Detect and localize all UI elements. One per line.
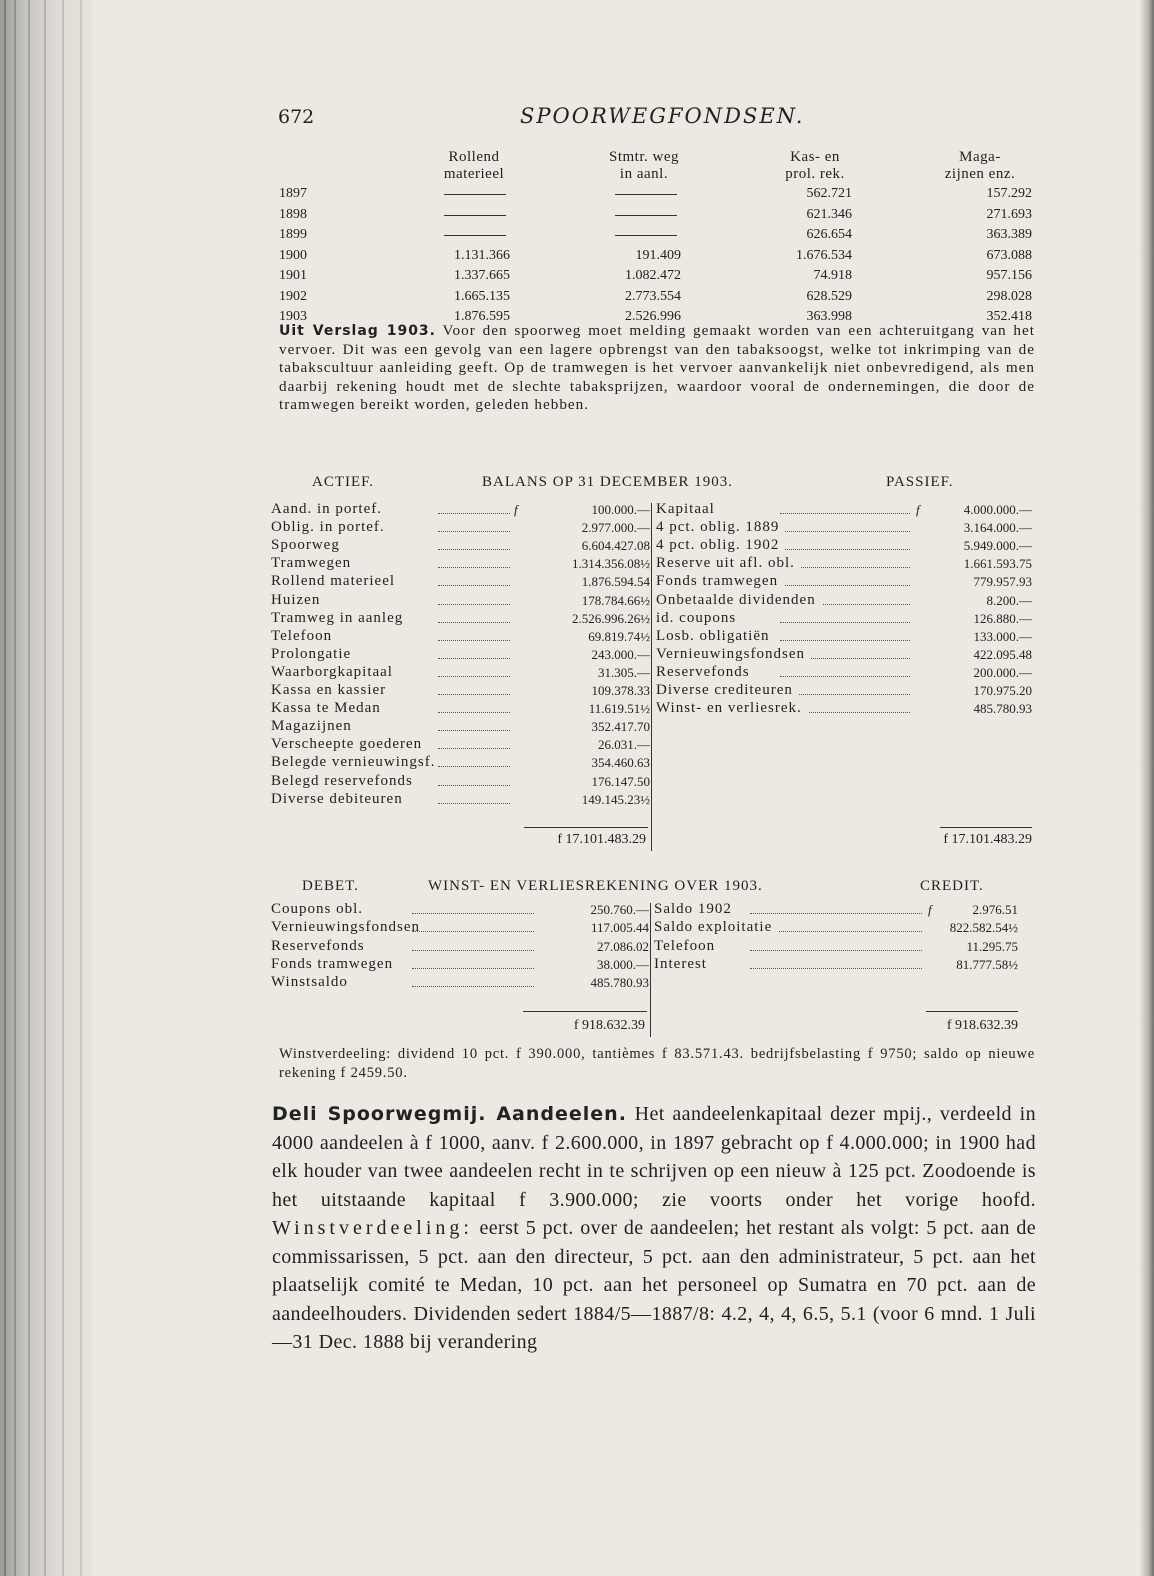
column-divider [651, 503, 652, 851]
account-amount: 149.145.23½ [536, 791, 650, 808]
balans-title: BALANS OP 31 DECEMBER 1903. [482, 474, 734, 490]
total-rule-left [523, 1011, 647, 1012]
account-amount: 11.295.75 [966, 938, 1018, 954]
column-header: zijnen enz. [944, 166, 1016, 182]
running-title: SPOORWEGFONDSEN. [520, 104, 805, 128]
column-header: Stmtr. weg [608, 149, 679, 165]
account-label: Saldo 1902 [654, 901, 738, 918]
leader-dots [438, 530, 510, 532]
winst-debet-heading: DEBET. [302, 878, 359, 894]
account-label: Rollend materieel [271, 573, 396, 590]
verslag-lead: Uit Verslag 1903. [279, 323, 436, 339]
value-cell: 157.292 [986, 186, 1032, 201]
leader-dots [438, 729, 510, 731]
account-amount: 170.975.20 [973, 683, 1032, 698]
account-label: Interest [654, 956, 713, 973]
deli-paragraph [272, 1100, 1036, 1357]
leader-dots [438, 675, 510, 677]
account-amount: 126.880.— [973, 610, 1032, 626]
account-label: Vernieuwingsfondsen [271, 919, 420, 936]
account-amount: 2.526.996.26½ [536, 610, 650, 627]
account-label: Belegde vernieuwingsf. [271, 754, 436, 771]
value-cell: 363.389 [986, 227, 1032, 242]
account-amount: 1.661.593.75 [963, 556, 1032, 572]
total-right: f 918.632.39 [946, 1017, 1018, 1033]
leader-dots [780, 584, 910, 586]
leader-dots [438, 621, 510, 623]
value-cell: 1.082.472 [625, 268, 681, 283]
value-cell: 1.665.135 [454, 288, 510, 304]
account-label: Losb. obligatiën [656, 628, 776, 645]
account-label: Reserve uit afl. obl. [656, 555, 801, 572]
column-header: prol. rek. [785, 166, 845, 182]
account-amount: 1.876.594.54 [536, 573, 650, 590]
account-amount: 27.086.02 [535, 938, 649, 955]
value-cell: 2.773.554 [625, 288, 681, 304]
currency-mark: f [514, 502, 518, 517]
value-cell: 271.693 [986, 206, 1032, 222]
account-label: Fonds tramwegen [656, 573, 784, 590]
value-cell: 2.526.996 [625, 309, 681, 324]
balans-passief-heading: PASSIEF. [886, 474, 954, 490]
column-header: Kas- en [790, 149, 840, 165]
account-amount: 100.000.— [536, 501, 650, 518]
deli-lead: Deli Spoorwegmij. Aandeelen. [272, 1103, 627, 1125]
account-label: Prolongatie [271, 645, 352, 662]
account-label: Coupons obl. [271, 901, 364, 917]
value-cell: 621.346 [806, 206, 852, 222]
account-amount: 354.460.63 [536, 754, 650, 771]
deli-text-1: Het aandeelenkapitaal dezer mpij., verdeeld in 4000 aandeelen à f 1000, aanv. f 2.600.000, in 1897 gebracht op f 4.000.000; in 1900 had elk houder van twee aandeelen recht in te schrijven op een nieuw à 125 pct. Zoodoende is het uitstaande kapitaal f 3.900.000; zie voorts onder het vorige hoofd. [272, 1103, 1036, 1211]
winst-title: WINST- EN VERLIESREKENING OVER 1903. [428, 878, 763, 894]
account-label: Fonds tramwegen [271, 955, 394, 972]
account-label: Telefoon [654, 938, 721, 955]
dash-mark [444, 194, 506, 195]
page-number: 672 [278, 106, 315, 128]
account-amount: 422.095.48 [973, 646, 1032, 662]
leader-dots [438, 747, 510, 749]
account-amount: 779.957.93 [973, 574, 1032, 590]
total-left: f 918.632.39 [573, 1017, 645, 1033]
account-label: Saldo exploitatie [654, 919, 778, 936]
value-cell: 957.156 [986, 268, 1032, 283]
column-header: Rollend [448, 149, 500, 165]
dash-mark [444, 215, 506, 216]
leader-dots [780, 621, 910, 623]
dash-mark [615, 215, 677, 216]
account-label: Telefoon [271, 627, 333, 644]
value-cell: 363.998 [806, 309, 852, 324]
year-cell: 1903 [279, 309, 307, 324]
leader-dots [438, 603, 510, 605]
leader-dots [438, 548, 510, 550]
leader-dots [438, 802, 510, 804]
leader-dots [412, 949, 542, 951]
account-label: Kapitaal [656, 501, 721, 518]
year-cell: 1897 [279, 186, 307, 201]
year-cell: 1901 [279, 268, 307, 283]
value-cell: 1.337.665 [454, 268, 510, 283]
leader-dots [438, 639, 510, 641]
account-amount: 31.305.— [536, 664, 650, 681]
account-amount: 6.604.427.08 [536, 537, 650, 554]
account-label: Kassa te Medan [271, 700, 381, 717]
year-cell: 1898 [279, 206, 307, 222]
account-label: Aand. in portef. [271, 501, 382, 517]
account-label: Vernieuwingsfondsen [656, 646, 811, 663]
value-cell: 562.721 [806, 186, 852, 201]
value-cell: 74.918 [813, 268, 852, 283]
account-amount: 109.378.33 [536, 682, 650, 699]
currency-mark: f [916, 502, 920, 517]
account-amount: 4.000.000.— [963, 502, 1032, 517]
value-cell: 191.409 [635, 247, 681, 263]
value-cell: 1.876.595 [454, 309, 510, 324]
value-cell: 298.028 [986, 288, 1032, 304]
account-label: Reservefonds [271, 937, 365, 954]
dash-mark [615, 235, 677, 236]
account-amount: 178.784.66½ [536, 592, 650, 609]
account-label: Winstsaldo [271, 974, 348, 991]
value-cell: 352.418 [986, 309, 1032, 324]
dash-mark [444, 235, 506, 236]
leader-dots [780, 512, 910, 514]
winstverdeeling-text: Winstverdeeling: dividend 10 pct. f 390.000, tantièmes f 83.571.43. bedrijfsbelasting f 9750; saldo op nieuwe rekening f 2459.50. [279, 1046, 1035, 1081]
account-amount: 69.819.74½ [536, 628, 650, 645]
leader-dots [438, 512, 510, 514]
total-right: f 17.101.483.29 [943, 831, 1032, 847]
dash-mark [615, 194, 677, 195]
deli-text-2: eerst 5 pct. over de aandeelen; het restant als volgt: 5 pct. aan de commissarissen, 5 pct. aan den directeur, 5 pct. aan den administrateur, 5 pct. aan het plaatselijk comité te Medan, 10 pct. aan het personeel op Sumatra en 70 pct. aan de aandeelhouders. Dividenden sedert 1884/5—1887/8: 4.2, 4, 4, 6.5, 5.1 (voor 6 mnd. 1 Juli—31 Dec. 1888 bij verandering [272, 1217, 1037, 1353]
year-cell: 1900 [279, 247, 307, 263]
leader-dots [780, 639, 910, 641]
account-amount: 3.164.000.— [963, 520, 1032, 536]
leader-dots [438, 711, 510, 713]
year-cell: 1902 [279, 288, 307, 304]
leader-dots [438, 584, 510, 586]
account-amount: 8.200.— [986, 592, 1032, 608]
column-header: Maga- [959, 149, 1001, 165]
account-amount: 38.000.— [535, 956, 649, 973]
value-cell: 628.529 [806, 288, 852, 304]
account-label: Verscheepte goederen [271, 736, 423, 753]
account-label: Reservefonds [656, 664, 756, 681]
total-rule-left [524, 827, 648, 828]
account-label: Diverse debiteuren [271, 790, 403, 807]
account-amount: 5.949.000.— [963, 538, 1032, 554]
total-left: f 17.101.483.29 [557, 831, 646, 847]
leader-dots [412, 985, 542, 987]
account-amount: 176.147.50 [536, 773, 650, 790]
total-rule-right [926, 1011, 1018, 1012]
winst-credit-heading: CREDIT. [920, 878, 984, 894]
account-label: Winst- en verliesrek. [656, 700, 808, 717]
verslag-paragraph [279, 322, 1035, 415]
value-cell: 1.676.534 [796, 247, 852, 263]
leader-dots [780, 675, 910, 677]
leader-dots [412, 912, 542, 914]
account-label: Spoorweg [271, 537, 340, 554]
account-label: Tramweg in aanleg [271, 609, 404, 626]
account-amount: 352.417.70 [536, 718, 650, 735]
leader-dots [438, 566, 510, 568]
account-amount: 485.780.93 [973, 701, 1032, 717]
account-amount: 1.314.356.08½ [536, 555, 650, 572]
account-amount: 133.000.— [973, 628, 1032, 644]
leader-dots [750, 912, 922, 914]
leader-dots [438, 693, 510, 695]
deli-spaced-term: Winstverdeeling: [272, 1217, 473, 1239]
leader-dots [438, 765, 510, 767]
account-label: Diverse crediteuren [656, 682, 799, 699]
column-header: materieel [443, 166, 505, 182]
account-amount: 822.582.54½ [949, 920, 1018, 936]
leader-dots [412, 930, 542, 932]
account-amount: 2.976.51 [972, 902, 1018, 917]
total-rule-right [940, 827, 1032, 828]
leader-dots [750, 949, 922, 951]
balans-actief-heading: ACTIEF. [312, 474, 375, 490]
year-cell: 1899 [279, 227, 307, 242]
verslag-text: Voor den spoorweg moet melding gemaakt worden van een achteruitgang van het vervoer. Dit was een gevolg van een lagere opbrengst van den tabaksoogst, welke tot inkrimping van de tabakscultuur aanleiding geeft. Op de tramwegen is het vervoer aanvankelijk niet onbevredigend, als men daarbij rekening houdt met de slechte tabaksprijzen, waardoor vooral de ondernemingen, die door de tramwegen bereikt worden, geleden hebben. [279, 322, 1035, 414]
account-amount: 11.619.51½ [536, 700, 650, 717]
leader-dots [750, 967, 922, 969]
column-divider [650, 903, 651, 1037]
account-amount: 26.031.— [536, 736, 650, 753]
account-label: Oblig. in portef. [271, 519, 385, 536]
account-amount: 81.777.58½ [956, 956, 1018, 972]
currency-mark: f [928, 902, 932, 917]
leader-dots [780, 693, 910, 695]
account-label: Kassa en kassier [271, 682, 387, 698]
account-amount: 117.005.44 [535, 919, 649, 936]
account-label: id. coupons [656, 610, 742, 627]
account-label: Belegd reservefonds [271, 772, 413, 789]
account-label: Tramwegen [271, 555, 352, 572]
page-right-edge [1140, 0, 1154, 1576]
leader-dots [780, 548, 910, 550]
account-label: Huizen [271, 591, 321, 608]
value-cell: 626.654 [806, 227, 852, 242]
account-amount: 485.780.93 [535, 974, 649, 991]
account-amount: 243.000.— [536, 646, 650, 663]
value-cell: 1.131.366 [454, 247, 510, 263]
leader-dots [438, 657, 510, 659]
account-label: 4 pct. oblig. 1889 [656, 519, 785, 536]
value-cell: 673.088 [986, 247, 1032, 263]
account-label: Onbetaalde dividenden [656, 592, 822, 609]
account-label: 4 pct. oblig. 1902 [656, 537, 785, 554]
account-label: Waarborgkapitaal [271, 663, 393, 680]
leader-dots [412, 967, 542, 969]
leader-dots [780, 530, 910, 532]
book-binding-edge [0, 0, 92, 1576]
account-amount: 2.977.000.— [536, 519, 650, 536]
account-amount: 200.000.— [973, 664, 1032, 680]
account-amount: 250.760.— [535, 901, 649, 918]
account-label: Magazijnen [271, 718, 352, 735]
column-header: in aanl. [619, 166, 669, 182]
leader-dots [438, 784, 510, 786]
